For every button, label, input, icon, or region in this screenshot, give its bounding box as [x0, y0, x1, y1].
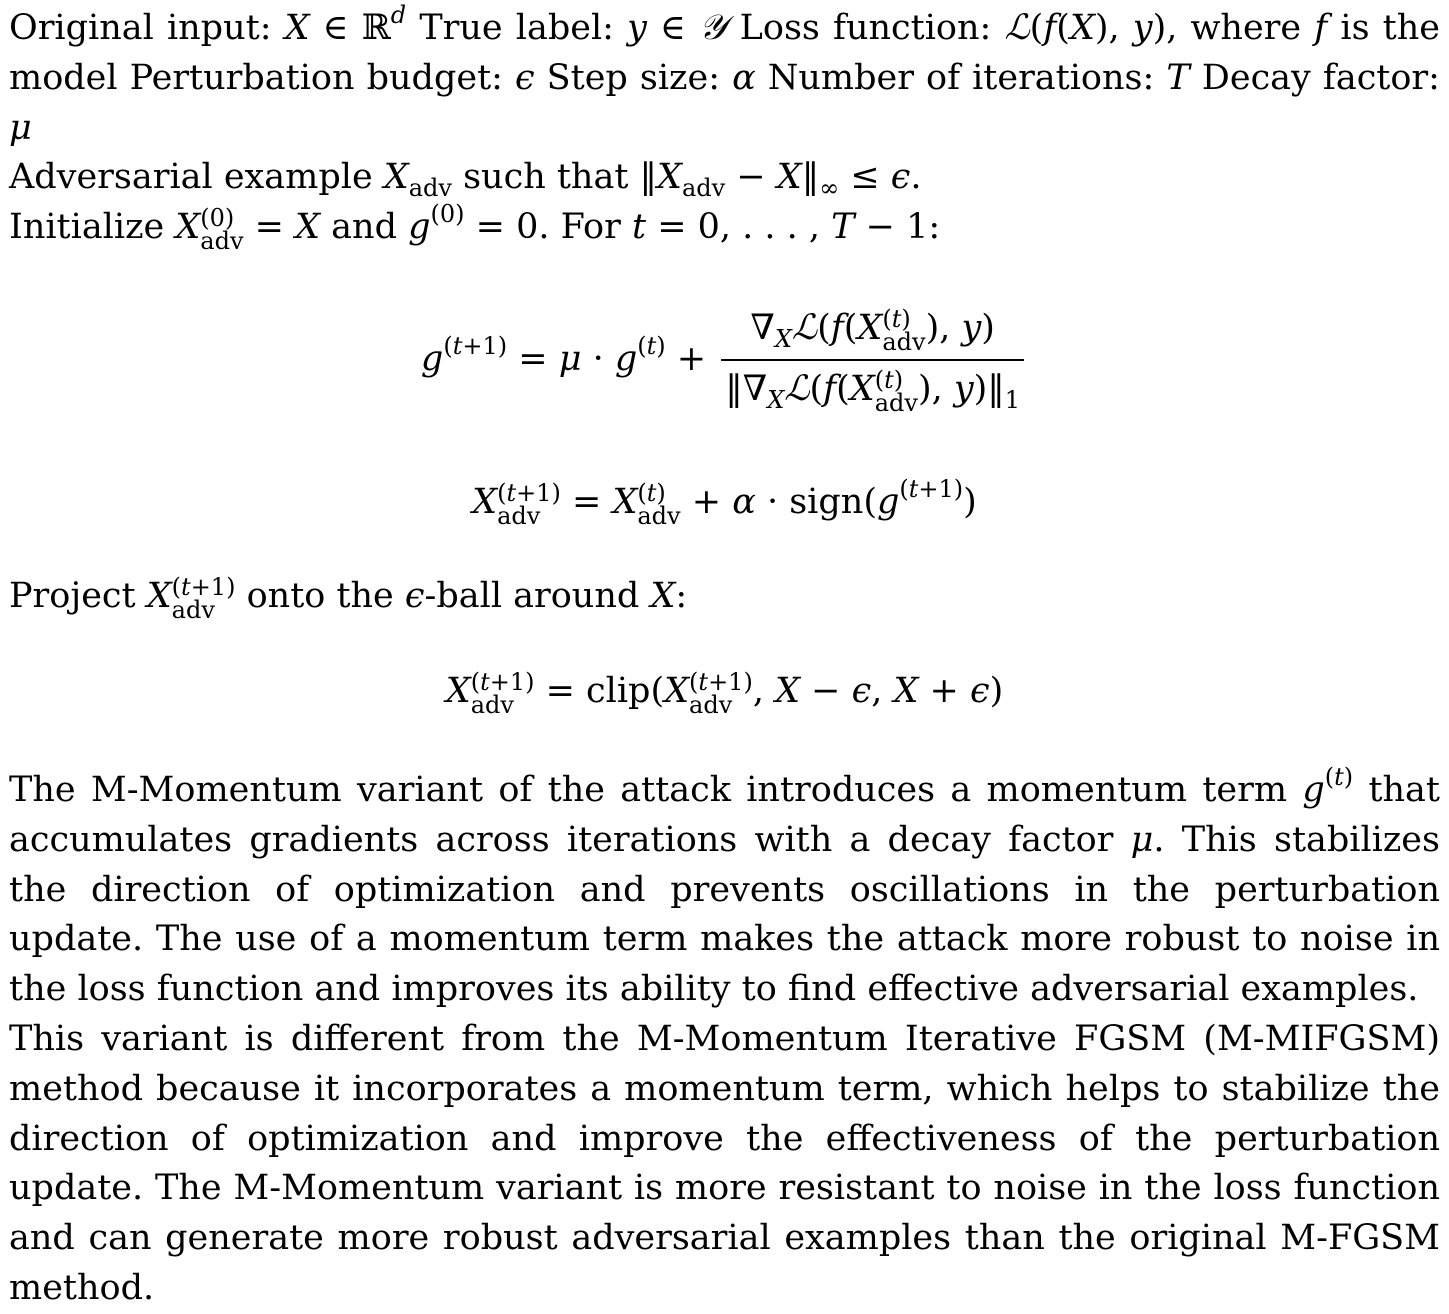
- iterations-label: Number of iterations:: [767, 57, 1155, 98]
- onto-the-text: onto the: [246, 576, 394, 616]
- math-x-in-rd: X: [284, 8, 310, 48]
- paragraph-momentum-description: The M-Momentum variant of the attack introduces a momentum term $g^{(t)}$ that accumulates gradients across iterations with a decay factor μ. This stabilizes the direction of optimization and prevents oscillations in the perturbation update. The use of a momentum term makes the attack more robust to noise in the loss function and improves its ability to find effective adversarial examples.: [9, 763, 1440, 1010]
- adversarial-step-equation: X (t+1) adv = X (t) adv + $\alpha \cdot sign(g^{(t+1)})$: [472, 475, 977, 530]
- is-the-model-text: is the model: [9, 8, 1440, 98]
- definitions-block: [9, 1, 1440, 256]
- loss-function-label: Loss function:: [739, 8, 992, 48]
- paragraph-variant-comparison: This variant is different from the M-Momentum Iterative FGSM (M-MIFGSM) method because it incorporates a momentum term, which helps to stabilize the direction of optimization and improve the effectiveness of the perturbation update. The M-Momentum variant is more resistant to noise in the loss function and can generate more robust adversarial examples than the original M-FGSM method.: [9, 1018, 1440, 1308]
- p1-part-b: that accumulates gradients across iterations with a decay factor: [9, 770, 1440, 860]
- step-size-label: Step size:: [546, 57, 720, 98]
- clip-function: clip: [586, 671, 651, 711]
- initialize-word: Initialize: [9, 207, 165, 248]
- clip-equation: X (t+1) adv = clip(X (t+1) adv , X − ϵ, X + ϵ): [445, 668, 1004, 719]
- p1-part-a: The M-Momentum variant of the attack introduces a momentum term: [9, 770, 1288, 810]
- momentum-update-equation: $g^{(t+1)} = \mu \cdot g^{(t)}$ + $\nabla_Xℒ(f(X$ (t) adv ), y) $‖\nabla_Xℒ(f(X$ (t) adv ), $y)‖_1$: [9, 306, 1440, 446]
- for-word: For: [560, 207, 621, 248]
- discussion-block: [9, 763, 1440, 1314]
- output-prefix: Adversarial example: [9, 157, 373, 198]
- decay-factor-label: Decay factor:: [1201, 57, 1440, 98]
- and-word: and: [331, 207, 397, 248]
- output-line: Adversarial example $X_{adv}$ such that $‖X_{adv}$ − $X‖_\infty \le \epsilon$.: [9, 157, 922, 203]
- original-input-label: Original input:: [9, 8, 272, 48]
- initialize-line: Initialize X (0) adv = X and $g^{(0)} = 0$. For t = 0, . . . , T − 1:: [9, 200, 941, 256]
- output-middle: such that: [463, 157, 629, 198]
- true-label-label: True label:: [419, 8, 614, 48]
- inputs-paragraph: Original input: X ∈ ℝ$^d$ True label: y ∈ 𝒴 Loss function: ℒ(f(X), y), where f is the model Perturbation budget: ϵ Step size: α Number of iterations: T Decay factor: μ: [9, 1, 1440, 148]
- normalized-gradient-fraction: $\nabla_Xℒ(f(X$ (t) adv ), y) $‖\nabla_Xℒ(f(X$ (t) adv ), $y)‖_1$: [721, 306, 1024, 414]
- where-text: , where: [1166, 8, 1302, 48]
- perturbation-budget-label: Perturbation budget:: [129, 57, 503, 98]
- project-line: Project X (t+1) adv onto the ϵ-ball around X:: [9, 573, 688, 624]
- ball-text: -ball around: [424, 576, 640, 616]
- project-line-block: [9, 572, 1440, 622]
- project-word: Project: [9, 576, 136, 616]
- sign-function: sign: [789, 482, 864, 522]
- p1-part-c: . This stabilizes the direction of optimization and prevents oscillations in the perturbation update. The use of a momentum term makes the attack more robust to noise in the loss function and improves its ability to find effective adversarial examples.: [9, 819, 1440, 1010]
